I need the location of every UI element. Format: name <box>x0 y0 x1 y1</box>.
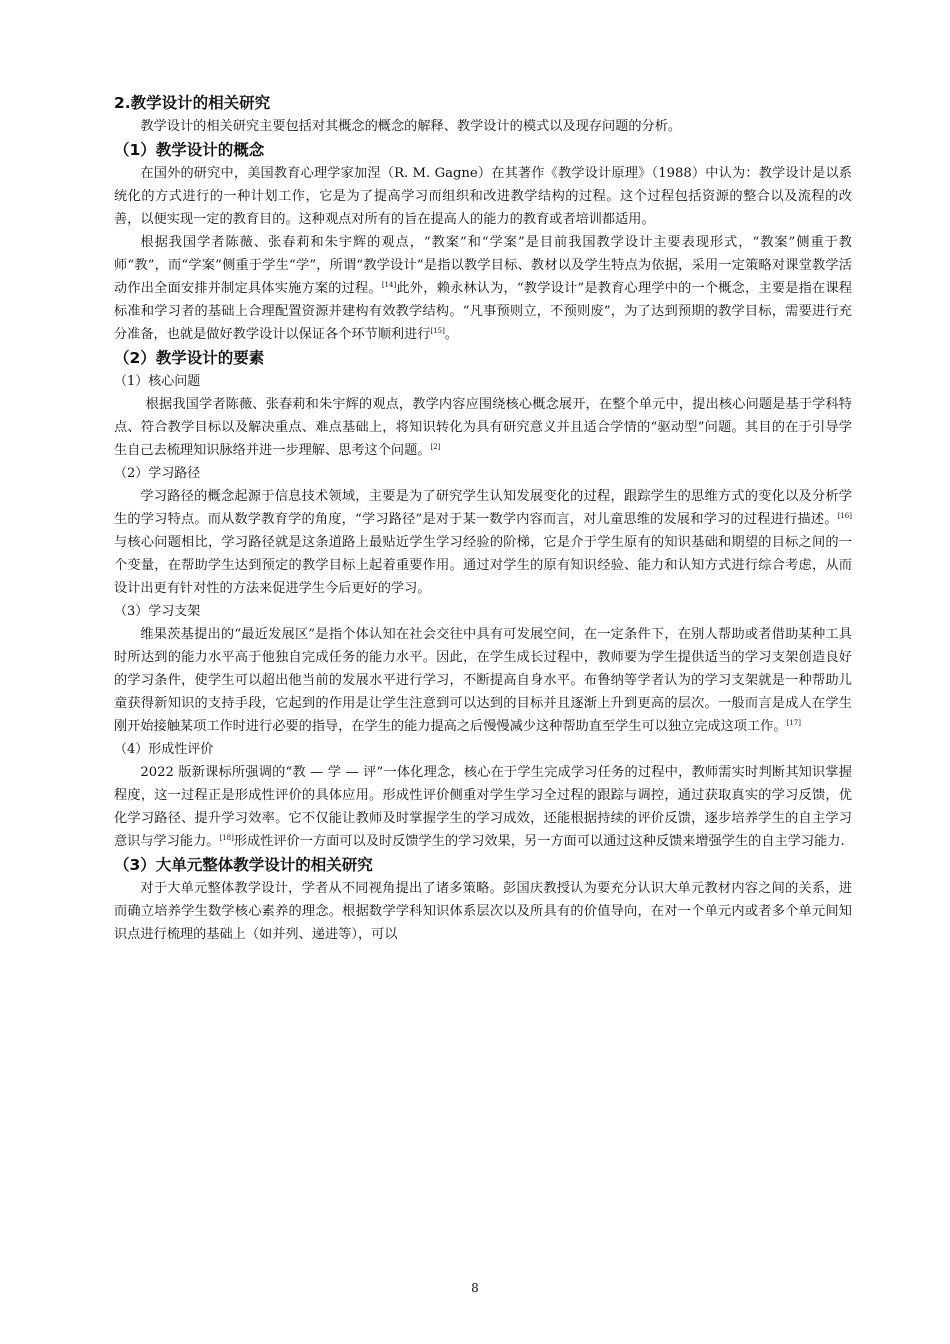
paragraph-gagne: 在国外的研究中，美国教育心理学家加涅（R. M. Gagne）在其著作《教学设计原理》（1988）中认为：教学设计是以系统化的方式进行的一种计划工作，它是为了提高学习而组织和改进教学结构的过程。这个过程包括资源的整合以及流程的改善，以便实现一定的教育目的。这种观点对所有的旨在提高人的能力的教育或者培训都适用。 <box>114 166 852 227</box>
citation-15: [15] <box>430 327 445 335</box>
paragraph-learning-path: 学习路径的概念起源于信息技术领域，主要是为了研究学生认知发展变化的过程，跟踪学生的思维方式的变化以及分析学生的学习特点。而从数学教育学的角度，“学习路径”是对于某一数学内容而言，对儿童思维的发展和学习的过程进行描述。[16]与核心问题相比，学习路径就是这条道路上最贴近学生学习经验的阶梯，它是介于学生原有的知识基础和期望的目标之间的一个变量，在帮助学生达到预定的教学目标上起着重要作用。通过对学生的原有知识经验、能力和认知方式进行综合考虑，从而设计出更有针对性的方法来促进学生今后更好的学习。 <box>114 489 852 596</box>
citation-2: [2] <box>430 443 441 451</box>
item-title-scaffolding: （3）学习支架 <box>114 604 201 619</box>
page-number: 8 <box>471 1281 479 1295</box>
citation-14: [14] <box>381 281 397 289</box>
citation-17: [17] <box>786 719 801 727</box>
citation-16: [16] <box>837 512 852 520</box>
subsection-title-concept: （1）教学设计的概念 <box>114 141 265 159</box>
paragraph-core-question: 根据我国学者陈薇、张春莉和朱宇辉的观点，教学内容应围绕核心概念展开，在整个单元中，提出核心问题是基于学科特点、符合教学目标以及解决重点、难点基础上，将知识转化为具有研究意义并且适合学情的“驱动型”问题。其目的在于引导学生自己去梳理知识脉络并进一步理解、思考这个问题。[2] <box>114 397 852 458</box>
paragraph-scaffolding: 维果茨基提出的“最近发展区”是指个体认知在社会交往中具有可发展空间，在一定条件下，在别人帮助或者借助某种工具时所达到的能力水平高于他独自完成任务的能力水平。因此，在学生成长过程中，教师要为学生提供适当的学习支架创造良好的学习条件，使学生可以超出他当前的发展水平进行学习，不断提高自身水平。布鲁纳等学者认为的学习支架就是一种帮助儿童获得新知识的支持手段，它起到的作用是让学生注意到可以达到的目标并且逐渐上升到更高的层次。一般而言是成人在学生刚开始接触某项工作时进行必要的指导，在学生的能力提高之后慢慢减少这种帮助直至学生可以独立完成这项工作。[17] <box>114 627 852 734</box>
citation-18: [18] <box>219 834 234 842</box>
item-title-learning-path: （2）学习路径 <box>114 466 201 481</box>
subsection-title-elements: （2）教学设计的要素 <box>114 349 265 367</box>
page-body <box>114 92 852 946</box>
item-title-core-question: （1）核心问题 <box>114 374 201 389</box>
item-title-formative-assessment: （4）形成性评价 <box>114 742 214 757</box>
paragraph-formative-assessment: 2022 版新课标所强调的“教 — 学 — 评”一体化理念，核心在于学生完成学习任务的过程中，教师需实时判断其知识掌握程度，这一过程正是形成性评价的具体应用。形成性评价侧重对学生学习全过程的跟踪与调控，通过获取真实的学习反馈，优化学习路径、提升学习效率。它不仅能让教师及时掌握学生的学习成效，还能根据持续的评价反馈，逐步培养学生的自主学习意识与学习能力。[18]形成性评价一方面可以及时反馈学生的学习效果，另一方面可以通过这种反馈来增强学生的自主学习能力. <box>114 765 852 849</box>
subsection-title-unit-design: （3）大单元整体教学设计的相关研究 <box>114 856 373 874</box>
paragraph-chinese-scholars: 根据我国学者陈薇、张春莉和朱宇辉的观点，“教案”和“学案”是目前我国教学设计主要表现形式，“教案”侧重于教师“教”，而“学案”侧重于学生“学”，所谓“教学设计”是指以教学目标、教材以及学生特点为依据，采用一定策略对课堂教学活动作出全面安排并制定具体实施方案的过程。[14]此外，赖永林认为，“教学设计”是教育心理学中的一个概念，主要是指在课程标准和学习者的基础上合理配置资源并建构有效教学结构。“凡事预则立，不预则废”，为了达到预期的教学目标，需要进行充分准备，也就是做好教学设计以保证各个环节顺利进行[15]。 <box>114 235 853 342</box>
section-heading: 2.教学设计的相关研究 <box>114 94 271 112</box>
intro-paragraph: 教学设计的相关研究主要包括对其概念的概念的解释、教学设计的模式以及现存问题的分析。 <box>140 119 682 134</box>
paragraph-unit-design: 对于大单元整体教学设计，学者从不同视角提出了诸多策略。彭国庆教授认为要充分认识大单元教材内容之间的关系，进而确立培养学生数学核心素养的理念。根据数学学科知识体系层次以及所具有的价值导向，在对一个单元内或者多个单元间知识点进行梳理的基础上（如并列、递进等），可以 <box>114 881 852 942</box>
